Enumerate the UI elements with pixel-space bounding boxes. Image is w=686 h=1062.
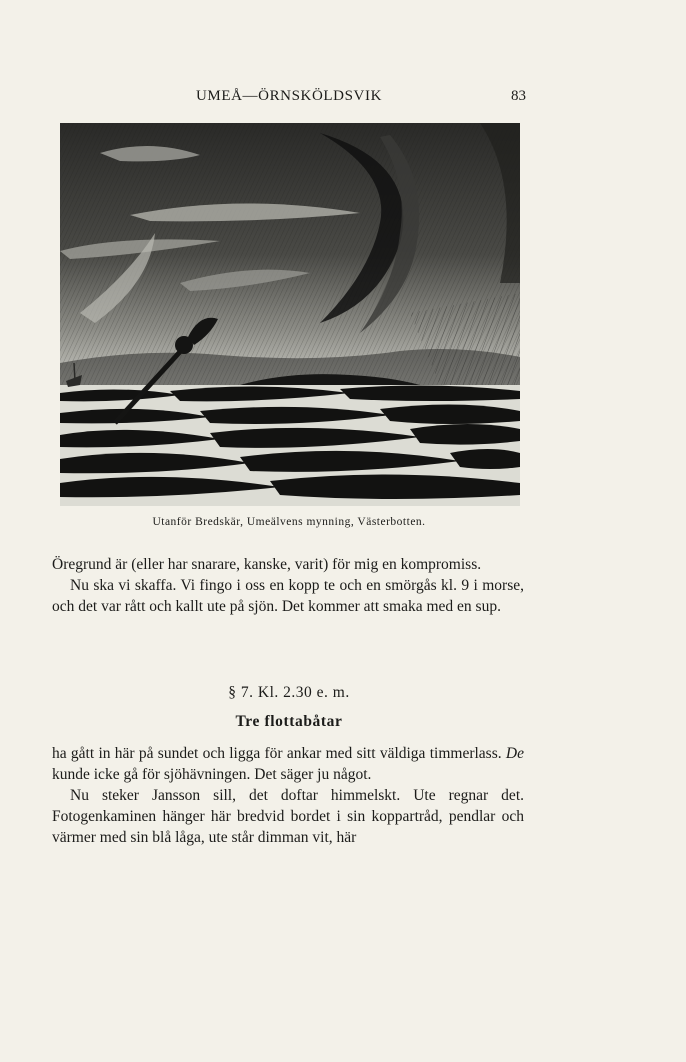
paragraph: Öregrund är (eller har snarare, kanske, varit) för mig en kompromiss. [52, 556, 482, 573]
paragraph: Nu ska vi skaffa. Vi fingo i oss en kopp te och en smörgås kl. 9 i morse, och det var rått och kallt ute på sjön. Det kommer att smaka med en sup. [52, 577, 524, 615]
seascape-illustration [60, 123, 520, 506]
paragraph-text: kunde icke gå för sjöhävningen. Det säger ju något. [52, 766, 372, 783]
section-heading: Tre flottabåtar [235, 713, 343, 730]
paragraph-text: ha gått in här på sundet och ligga för ankar med sitt väldiga timmerlass. [52, 745, 502, 762]
running-head [52, 88, 526, 110]
body-text-top [52, 554, 524, 617]
page-number: 83 [511, 88, 526, 104]
illustration-caption: Utanför Bredskär, Umeälvens mynning, Västerbotten. [152, 516, 426, 528]
paragraph: Nu steker Jansson sill, det doftar himmelskt. Ute regnar det. Fotogenkaminen hänger här bredvid bordet i sin koppartråd, pendlar och värmer med sin blå låga, ute står dimman vit, här [52, 787, 524, 846]
storm-sea-drawing [60, 123, 520, 506]
paragraph [52, 743, 524, 785]
section-marker: § 7. Kl. 2.30 e. m. [228, 684, 350, 701]
running-title: UMEÅ—ÖRNSKÖLDSVIK [195, 88, 383, 104]
body-text-bottom [52, 743, 524, 848]
emphasis-text: De [505, 745, 524, 762]
